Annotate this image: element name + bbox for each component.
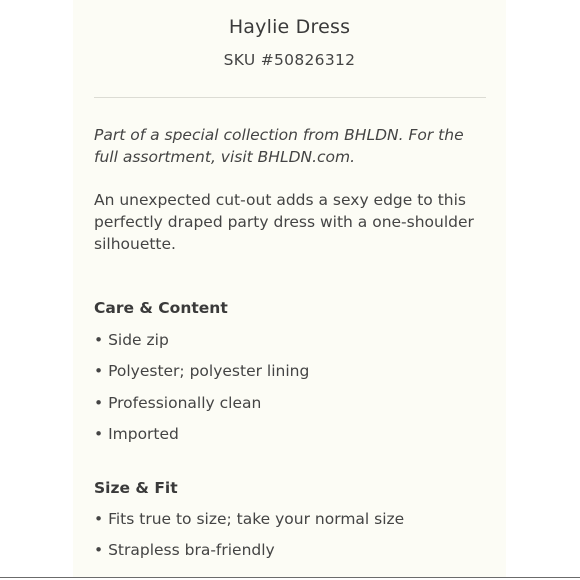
size-item-bra: • Strapless bra-friendly (94, 541, 275, 559)
care-item-side-zip: • Side zip (94, 331, 169, 349)
product-title: Haylie Dress (228, 16, 351, 38)
product-description: An unexpected cut-out adds a sexy edge to this perfectly draped party dress with a one-shoulder silhouette. (94, 191, 474, 253)
collection-note: Part of a special collection from BHLDN. For the full assortment, visit BHLDN.com. (94, 126, 464, 166)
care-item-cleaning: • Professionally clean (94, 394, 262, 412)
divider (94, 97, 486, 98)
product-sku: SKU #50826312 (223, 51, 356, 69)
care-item-material: • Polyester; polyester lining (94, 362, 310, 380)
size-item-fit: • Fits true to size; take your normal size (94, 510, 405, 528)
bottom-border (0, 577, 580, 578)
care-content-heading: Care & Content (94, 299, 228, 317)
care-item-origin: • Imported (94, 425, 179, 443)
product-details-panel (73, 0, 506, 578)
size-fit-heading: Size & Fit (94, 479, 178, 497)
